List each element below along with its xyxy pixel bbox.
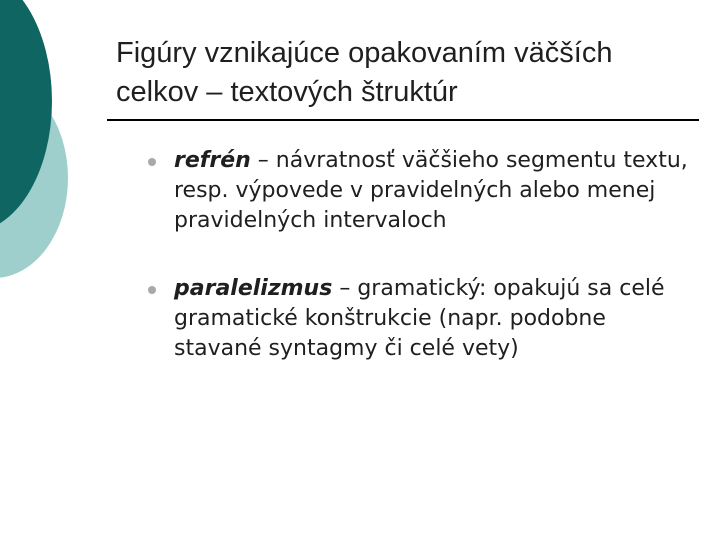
slide-title	[116, 34, 696, 112]
bullet-separator: –	[250, 148, 276, 173]
bullet-term: paralelizmus	[174, 276, 333, 301]
title-line-1: Figúry vznikajúce opakovaním väčších	[116, 37, 613, 69]
title-line-2: celkov – textových štruktúr	[116, 76, 458, 108]
title-divider	[107, 119, 699, 121]
bullet-text: návratnosť väčšieho segmentu textu, resp. výpovede v pravidelných alebo menej pravidelných intervaloch	[174, 148, 688, 233]
bullet-dot-icon	[148, 286, 156, 294]
bullet-text: gramatický: opakujú sa celé gramatické konštrukcie (napr. podobne stavané syntagmy či celé vety)	[174, 276, 665, 361]
bullet-item-refren	[148, 146, 688, 236]
bullet-dot-icon	[148, 158, 156, 166]
bullet-item-paralelizmus	[148, 274, 688, 364]
bullet-separator: –	[332, 276, 358, 301]
bullet-list	[148, 146, 688, 402]
bullet-term: refrén	[174, 148, 251, 173]
